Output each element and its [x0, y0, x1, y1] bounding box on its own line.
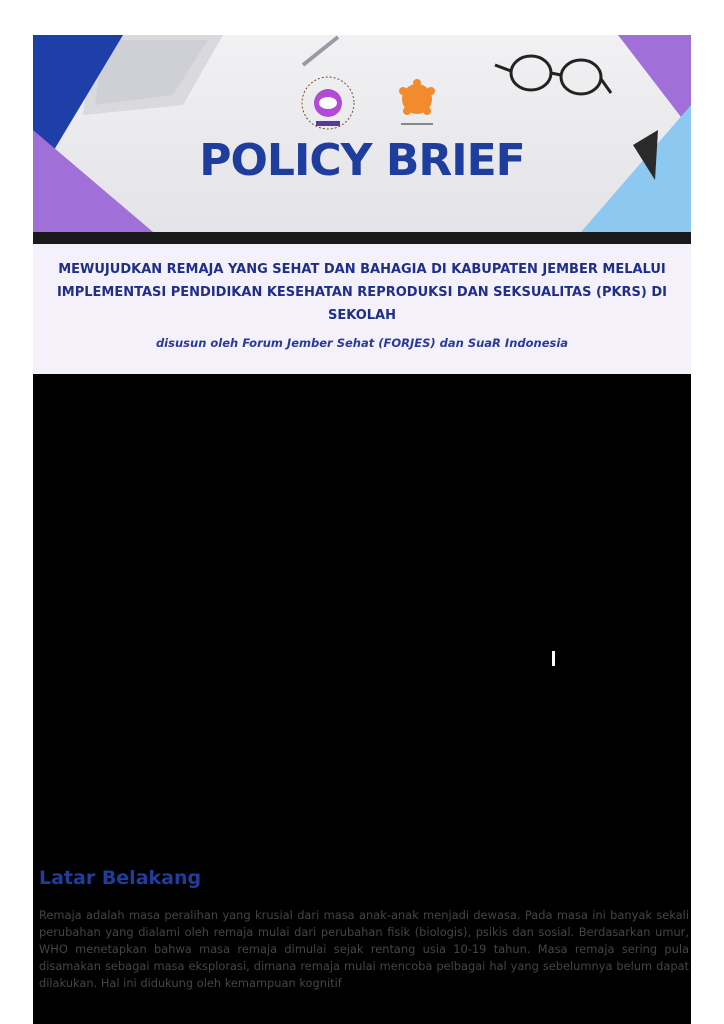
document-title: MEWUJUDKAN REMAJA YANG SEHAT DAN BAHAGIA DI KABUPATEN JEMBER MELALUI IMPLEMENTASI PENDIDIKAN KESEHATAN REPRODUKSI DAN SEKSUALITAS (PKRS) DI SEKOLAH: [56, 262, 668, 323]
document-authors: disusun oleh Forum Jember Sehat (FORJES) dan SuaR Indonesia: [155, 336, 569, 350]
section-paragraph: Remaja adalah masa peralihan yang krusial dari masa anak-anak menjadi dewasa. Pada masa ini banyak sekali perubahan yang dialami oleh remaja mulai dari perubahan fisik (biologis), psikis dan sosial. Berdasarkan umur, WHO menetapkan bahwa masa remaja dimulai sejak rentang usia 10-19 tahun. Masa remaja sering pula disamakan sebagai masa eksplorasi, dimana remaja mulai mencoba pelbagai hal yang sebelumnya belum dapat dilakukan. Hal ini didukung oleh kemampuan kognitif: [39, 908, 689, 990]
document-title-block: [33, 244, 691, 374]
banner-divider: [33, 232, 691, 244]
pen-shape: [303, 37, 338, 65]
forjes-logo: [387, 73, 447, 135]
section-heading: Latar Belakang: [39, 867, 202, 889]
document-page: [33, 35, 691, 1024]
text-cursor-icon: [552, 651, 555, 666]
policy-brief-banner: [33, 35, 691, 232]
logos-row: [33, 73, 691, 143]
banner-title: POLICY BRIEF: [199, 135, 525, 186]
suar-indonesia-logo: [298, 73, 358, 135]
